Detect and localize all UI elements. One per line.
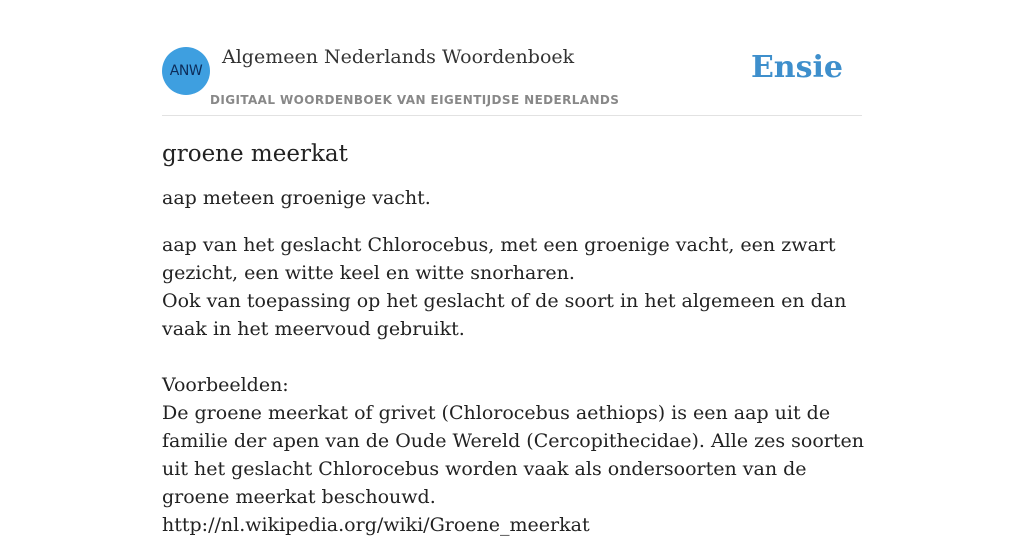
- example-source-link[interactable]: http://nl.wikipedia.org/wiki/Groene_meerkat: [162, 514, 590, 536]
- entry-content: [162, 138, 867, 539]
- long-definition-line: Ook van toepassing op het geslacht of de soort in het algemeen en dan vaak in het meervoud gebruikt.: [162, 290, 847, 340]
- short-definition: aap meteen groenige vacht.: [162, 187, 431, 209]
- examples-block: [162, 371, 867, 539]
- ensie-brand-logo[interactable]: Ensie: [750, 50, 843, 85]
- example-text: De groene meerkat of grivet (Chlorocebus aethiops) is een aap uit de familie der apen van de Oude Wereld (Cercopithecidae). Alle zes soorten uit het geslacht Chlorocebus worden vaak als ondersoorten van de groene meerkat beschouwd.: [162, 402, 864, 508]
- header-divider: [162, 115, 862, 116]
- entry-headword: groene meerkat: [162, 141, 348, 167]
- long-definition: [162, 231, 867, 343]
- examples-label: Voorbeelden:: [162, 374, 289, 396]
- anw-logo[interactable]: ANW: [162, 47, 210, 95]
- site-title[interactable]: Algemeen Nederlands Woordenboek: [222, 46, 575, 68]
- site-subtitle: DIGITAAL WOORDENBOEK VAN EIGENTIJDSE NEDERLANDS: [210, 93, 620, 107]
- long-definition-line: aap van het geslacht Chlorocebus, met een groenige vacht, een zwart gezicht, een witte keel en witte snorharen.: [162, 234, 836, 284]
